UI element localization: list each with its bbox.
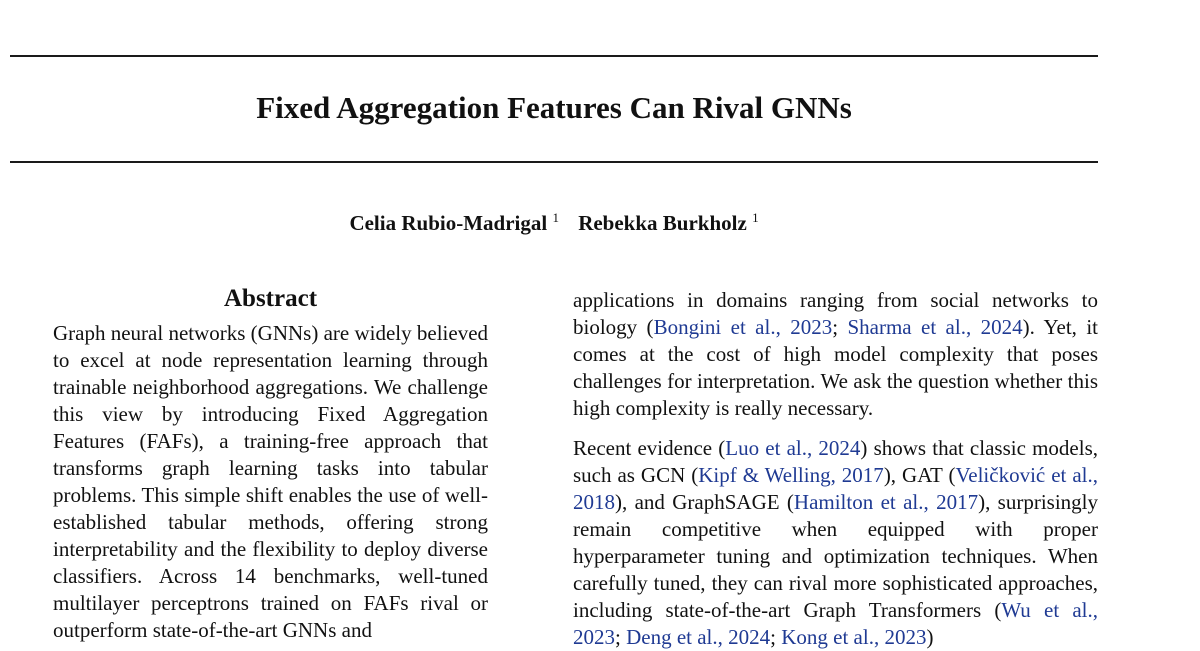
citation-link[interactable]: Kipf & Welling, 2017	[698, 463, 884, 487]
body-text: ;	[832, 315, 848, 339]
author	[578, 211, 758, 235]
title-top-rule	[10, 55, 1098, 57]
body-text: ;	[770, 625, 782, 649]
body-text: ), GAT (	[883, 463, 956, 487]
title-bottom-rule	[10, 161, 1098, 163]
citation-link[interactable]: Luo et al., 2024	[725, 436, 861, 460]
citation-link[interactable]: Bongini et al., 2023	[653, 315, 833, 339]
author-affiliation-mark: 1	[752, 210, 759, 225]
body-text: )	[926, 625, 934, 649]
citation-link[interactable]: Kong et al., 2023	[781, 625, 927, 649]
body-text: ), and GraphSAGE (	[615, 490, 794, 514]
citation-link[interactable]: Veličković et al., 2018	[573, 463, 1098, 514]
intro-paragraph-2	[573, 435, 1098, 651]
paper-title: Fixed Aggregation Features Can Rival GNNs	[256, 90, 852, 125]
abstract-column	[53, 320, 488, 644]
body-text: ). Yet, it comes at the cost of high model complexity that poses challenges for interpretation. We ask the question whether this high complexity is really necessary.	[573, 315, 1098, 420]
citation-link[interactable]: Hamilton et al., 2017	[793, 490, 979, 514]
body-text: ), surprisingly remain competitive when equipped with proper hyperparameter tuning and optimization techniques. When carefully tuned, they can rival more sophisticated approaches, including state-of-the-art Graph Transformers (	[573, 490, 1098, 622]
abstract-heading: Abstract	[223, 285, 318, 312]
body-text: Recent evidence (	[573, 436, 726, 460]
citation-link[interactable]: Sharma et al., 2024	[847, 315, 1023, 339]
author-name: Rebekka Burkholz	[578, 211, 747, 235]
author-affiliation-mark: 1	[552, 210, 559, 225]
author	[349, 211, 559, 235]
abstract-text: Graph neural networks (GNNs) are widely believed to excel at node representation learning through trainable neighborhood aggregations. We challenge this view by introducing Fixed Aggregation Features (FAFs), a training-free approach that transforms graph learning tasks into tabular problems. This simple shift enables the use of well-established tabular methods, offering strong interpretability and the flexibility to deploy diverse classifiers. Across 14 benchmarks, well-tuned multilayer perceptrons trained on FAFs rival or outperform state-of-the-art GNNs and	[53, 321, 489, 642]
intro-paragraph-1	[573, 287, 1098, 422]
intro-column	[573, 287, 1098, 651]
body-text: ) shows that classic models, such as GCN (	[573, 436, 1098, 487]
citation-link[interactable]: Wu et al., 2023	[573, 598, 1098, 649]
body-text: ;	[615, 625, 627, 649]
author-list	[0, 209, 1108, 237]
citation-link[interactable]: Deng et al., 2024	[626, 625, 771, 649]
author-name: Celia Rubio-Madrigal	[349, 211, 548, 235]
body-text: applications in domains ranging from social networks to biology (	[573, 288, 1098, 339]
